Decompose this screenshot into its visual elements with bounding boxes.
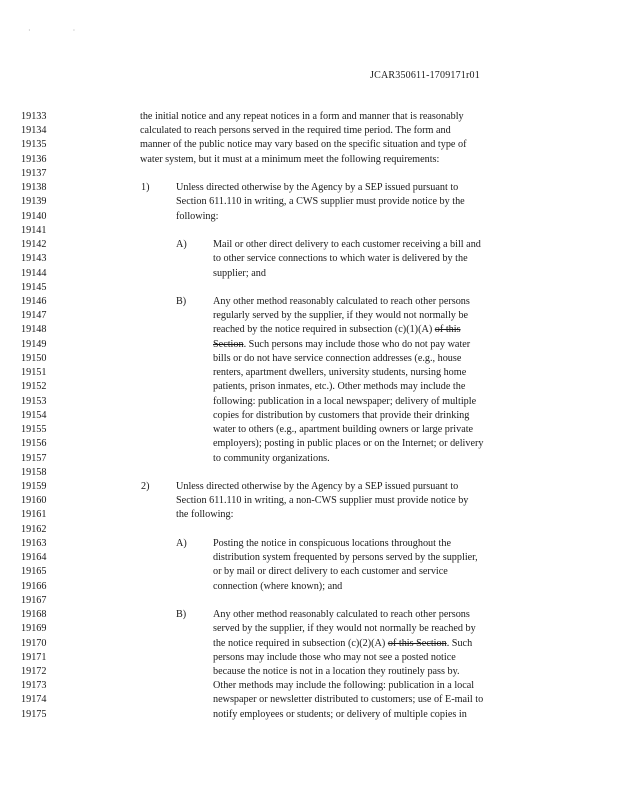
document-line bbox=[0, 167, 618, 181]
line-number: 19154 bbox=[21, 409, 47, 421]
line-number: 19153 bbox=[21, 395, 47, 407]
document-line bbox=[0, 352, 618, 366]
line-text bbox=[213, 238, 481, 252]
line-text bbox=[213, 295, 470, 309]
line-number: 19175 bbox=[21, 708, 47, 720]
line-number: 19158 bbox=[21, 466, 47, 478]
line-number: 19143 bbox=[21, 253, 47, 265]
line-number: 19170 bbox=[21, 637, 47, 649]
text-segment: the following: bbox=[176, 509, 234, 521]
line-text bbox=[213, 309, 468, 323]
text-segment: persons may include those who may not see a posted notice bbox=[213, 651, 456, 663]
document-line bbox=[0, 323, 618, 337]
document-line bbox=[0, 651, 618, 665]
line-number: 19168 bbox=[21, 609, 47, 621]
line-text bbox=[176, 508, 233, 522]
list-marker: B) bbox=[176, 295, 187, 307]
line-number: 19137 bbox=[21, 167, 47, 179]
document-line bbox=[0, 608, 618, 622]
line-number: 19144 bbox=[21, 267, 47, 279]
line-number: 19142 bbox=[21, 239, 47, 251]
document-line bbox=[0, 708, 618, 722]
line-text bbox=[213, 252, 468, 266]
text-segment: renters, apartment dwellers, university students, nursing home bbox=[213, 367, 467, 379]
document-line bbox=[0, 138, 618, 152]
text-segment: copies for distribution by customers that provide their drinking bbox=[213, 409, 470, 421]
line-text bbox=[176, 480, 458, 494]
document-line bbox=[0, 679, 618, 693]
document-line bbox=[0, 281, 618, 295]
document-line bbox=[0, 124, 618, 138]
text-segment: bills or do not have service connection addresses (e.g., house bbox=[213, 352, 462, 364]
document-line bbox=[0, 338, 618, 352]
line-number: 19156 bbox=[21, 438, 47, 450]
document-header-id: JCAR350611-1709171r01 bbox=[370, 70, 480, 81]
line-number: 19174 bbox=[21, 694, 47, 706]
line-number: 19155 bbox=[21, 424, 47, 436]
document-line bbox=[0, 551, 618, 565]
document-line bbox=[0, 423, 618, 437]
text-segment: Section 611.110 in writing, a non-CWS supplier must provide notice by bbox=[176, 495, 469, 507]
line-text bbox=[140, 110, 464, 124]
line-number: 19150 bbox=[21, 352, 47, 364]
document-line bbox=[0, 580, 618, 594]
document-line bbox=[0, 366, 618, 380]
text-segment: Unless directed otherwise by the Agency by a SEP issued pursuant to bbox=[176, 182, 459, 194]
line-text bbox=[213, 452, 330, 466]
line-number: 19166 bbox=[21, 580, 47, 592]
line-number: 19147 bbox=[21, 310, 47, 322]
line-text bbox=[176, 494, 468, 508]
line-text bbox=[213, 708, 467, 722]
document-line bbox=[0, 295, 618, 309]
line-text bbox=[213, 580, 342, 594]
document-line bbox=[0, 409, 618, 423]
text-segment: reached by the notice required in subsection (c)(1)(A) bbox=[213, 324, 435, 336]
text-segment: regularly served by the supplier, if they would not normally be bbox=[213, 310, 469, 322]
line-text bbox=[140, 124, 451, 138]
line-text bbox=[213, 437, 483, 451]
line-number: 19161 bbox=[21, 509, 47, 521]
line-number: 19149 bbox=[21, 338, 47, 350]
text-segment: following: bbox=[176, 210, 219, 222]
document-line bbox=[0, 110, 618, 124]
document-line bbox=[0, 494, 618, 508]
line-number: 19171 bbox=[21, 651, 47, 663]
line-number: 19169 bbox=[21, 623, 47, 635]
text-segment: employers); posting in public places or on the Internet; or delivery bbox=[213, 438, 484, 450]
document-line bbox=[0, 267, 618, 281]
document-line bbox=[0, 565, 618, 579]
line-number: 19136 bbox=[21, 153, 47, 165]
document-line bbox=[0, 466, 618, 480]
line-text bbox=[213, 366, 466, 380]
line-number: 19165 bbox=[21, 566, 47, 578]
list-marker: A) bbox=[176, 537, 187, 549]
document-line bbox=[0, 665, 618, 679]
text-segment: Section 611.110 in writing, a CWS supplier must provide notice by the bbox=[176, 196, 465, 208]
list-marker: B) bbox=[176, 609, 187, 621]
line-text bbox=[176, 181, 458, 195]
document-line bbox=[0, 395, 618, 409]
line-text bbox=[213, 665, 460, 679]
line-text bbox=[213, 323, 461, 337]
line-number: 19173 bbox=[21, 680, 47, 692]
line-number: 19159 bbox=[21, 480, 47, 492]
line-number: 19163 bbox=[21, 537, 47, 549]
text-segment: the notice required in subsection (c)(2)(A) bbox=[213, 637, 388, 649]
line-text bbox=[140, 138, 466, 152]
line-number: 19133 bbox=[21, 111, 47, 122]
line-text bbox=[140, 153, 439, 167]
text-segment: distribution system frequented by persons served by the supplier, bbox=[213, 552, 478, 564]
text-segment: water to others (e.g., apartment building owners or large private bbox=[213, 424, 474, 436]
line-text bbox=[213, 395, 476, 409]
text-segment: served by the supplier, if they would not normally be reached by bbox=[213, 623, 476, 635]
line-text bbox=[213, 352, 461, 366]
line-number: 19135 bbox=[21, 139, 47, 151]
text-segment: notify employees or students; or delivery of multiple copies in bbox=[213, 708, 467, 720]
text-segment: Unless directed otherwise by the Agency by a SEP issued pursuant to bbox=[176, 480, 459, 492]
line-number: 19160 bbox=[21, 495, 47, 507]
text-segment: patients, prison inmates, etc.). Other methods may include the bbox=[213, 381, 466, 393]
struck-text: Section bbox=[213, 338, 244, 350]
struck-text: of this Section bbox=[387, 637, 447, 649]
document-line bbox=[0, 238, 618, 252]
line-text bbox=[213, 338, 470, 352]
document-line bbox=[0, 195, 618, 209]
line-text bbox=[213, 622, 476, 636]
text-segment: calculated to reach persons served in the required time period. The form and bbox=[140, 125, 451, 137]
line-number: 19167 bbox=[21, 594, 47, 606]
text-segment: manner of the public notice may vary based on the specific situation and type of bbox=[140, 139, 467, 151]
line-text bbox=[213, 537, 451, 551]
line-number: 19139 bbox=[21, 196, 47, 208]
list-marker: A) bbox=[176, 239, 187, 251]
document-line bbox=[0, 693, 618, 707]
line-number: 19172 bbox=[21, 665, 47, 677]
text-segment: Any other method reasonably calculated to reach other persons bbox=[213, 609, 470, 621]
line-text bbox=[213, 551, 478, 565]
text-segment: . Such persons may include those who do not pay water bbox=[243, 338, 471, 350]
line-text bbox=[213, 380, 465, 394]
list-marker: 2) bbox=[141, 480, 150, 492]
document-line bbox=[0, 537, 618, 551]
document-line bbox=[0, 380, 618, 394]
document-line bbox=[0, 452, 618, 466]
text-segment: the initial notice and any repeat notices in a form and manner that is reasonably bbox=[140, 111, 464, 122]
document-line bbox=[0, 508, 618, 522]
line-text bbox=[213, 637, 472, 651]
line-text bbox=[213, 651, 456, 665]
line-text bbox=[213, 423, 473, 437]
text-segment: Mail or other direct delivery to each customer receiving a bill and bbox=[213, 239, 481, 251]
line-number: 19140 bbox=[21, 210, 47, 222]
line-number: 19146 bbox=[21, 295, 47, 307]
document-line bbox=[0, 622, 618, 636]
line-number: 19134 bbox=[21, 125, 47, 137]
line-number: 19162 bbox=[21, 523, 47, 535]
document-line bbox=[0, 480, 618, 494]
line-number: 19145 bbox=[21, 281, 47, 293]
document-line bbox=[0, 523, 618, 537]
document-line bbox=[0, 181, 618, 195]
text-segment: . Such bbox=[446, 637, 473, 649]
document-line bbox=[0, 153, 618, 167]
line-number: 19138 bbox=[21, 182, 47, 194]
text-segment: water system, but it must at a minimum meet the following requirements: bbox=[140, 153, 440, 165]
line-number: 19141 bbox=[21, 224, 47, 236]
line-number: 19157 bbox=[21, 452, 47, 464]
line-text bbox=[176, 195, 465, 209]
text-segment: Any other method reasonably calculated to reach other persons bbox=[213, 295, 470, 307]
text-segment: Posting the notice in conspicuous locations throughout the bbox=[213, 537, 451, 549]
text-segment: or by mail or direct delivery to each customer and service bbox=[213, 566, 448, 578]
text-segment: Other methods may include the following: publication in a local bbox=[213, 680, 475, 692]
list-marker: 1) bbox=[141, 182, 150, 194]
text-segment: because the notice is not in a location they routinely pass by. bbox=[213, 665, 460, 677]
line-text bbox=[213, 565, 448, 579]
text-segment: to community organizations. bbox=[213, 452, 330, 464]
text-segment: following: publication in a local newspaper; delivery of multiple bbox=[213, 395, 477, 407]
line-text bbox=[213, 693, 483, 707]
line-number: 19151 bbox=[21, 367, 47, 379]
text-segment: to other service connections to which water is delivered by the bbox=[213, 253, 468, 265]
document-line bbox=[0, 637, 618, 651]
line-text bbox=[213, 608, 470, 622]
line-number: 19152 bbox=[21, 381, 47, 393]
document-line bbox=[0, 252, 618, 266]
document-line bbox=[0, 437, 618, 451]
line-text bbox=[213, 409, 469, 423]
text-segment: supplier; and bbox=[213, 267, 266, 279]
document-line bbox=[0, 594, 618, 608]
document-line bbox=[0, 309, 618, 323]
document-line bbox=[0, 224, 618, 238]
line-text bbox=[213, 267, 266, 281]
line-number: 19148 bbox=[21, 324, 47, 336]
document-line bbox=[0, 210, 618, 224]
struck-text: of this bbox=[434, 324, 461, 336]
line-text bbox=[176, 210, 218, 224]
scan-specks: · · bbox=[28, 26, 96, 35]
text-segment: connection (where known); and bbox=[213, 580, 343, 592]
line-text bbox=[213, 679, 474, 693]
line-number: 19164 bbox=[21, 552, 47, 564]
text-segment: newspaper or newsletter distributed to customers; use of E-mail to bbox=[213, 694, 484, 706]
